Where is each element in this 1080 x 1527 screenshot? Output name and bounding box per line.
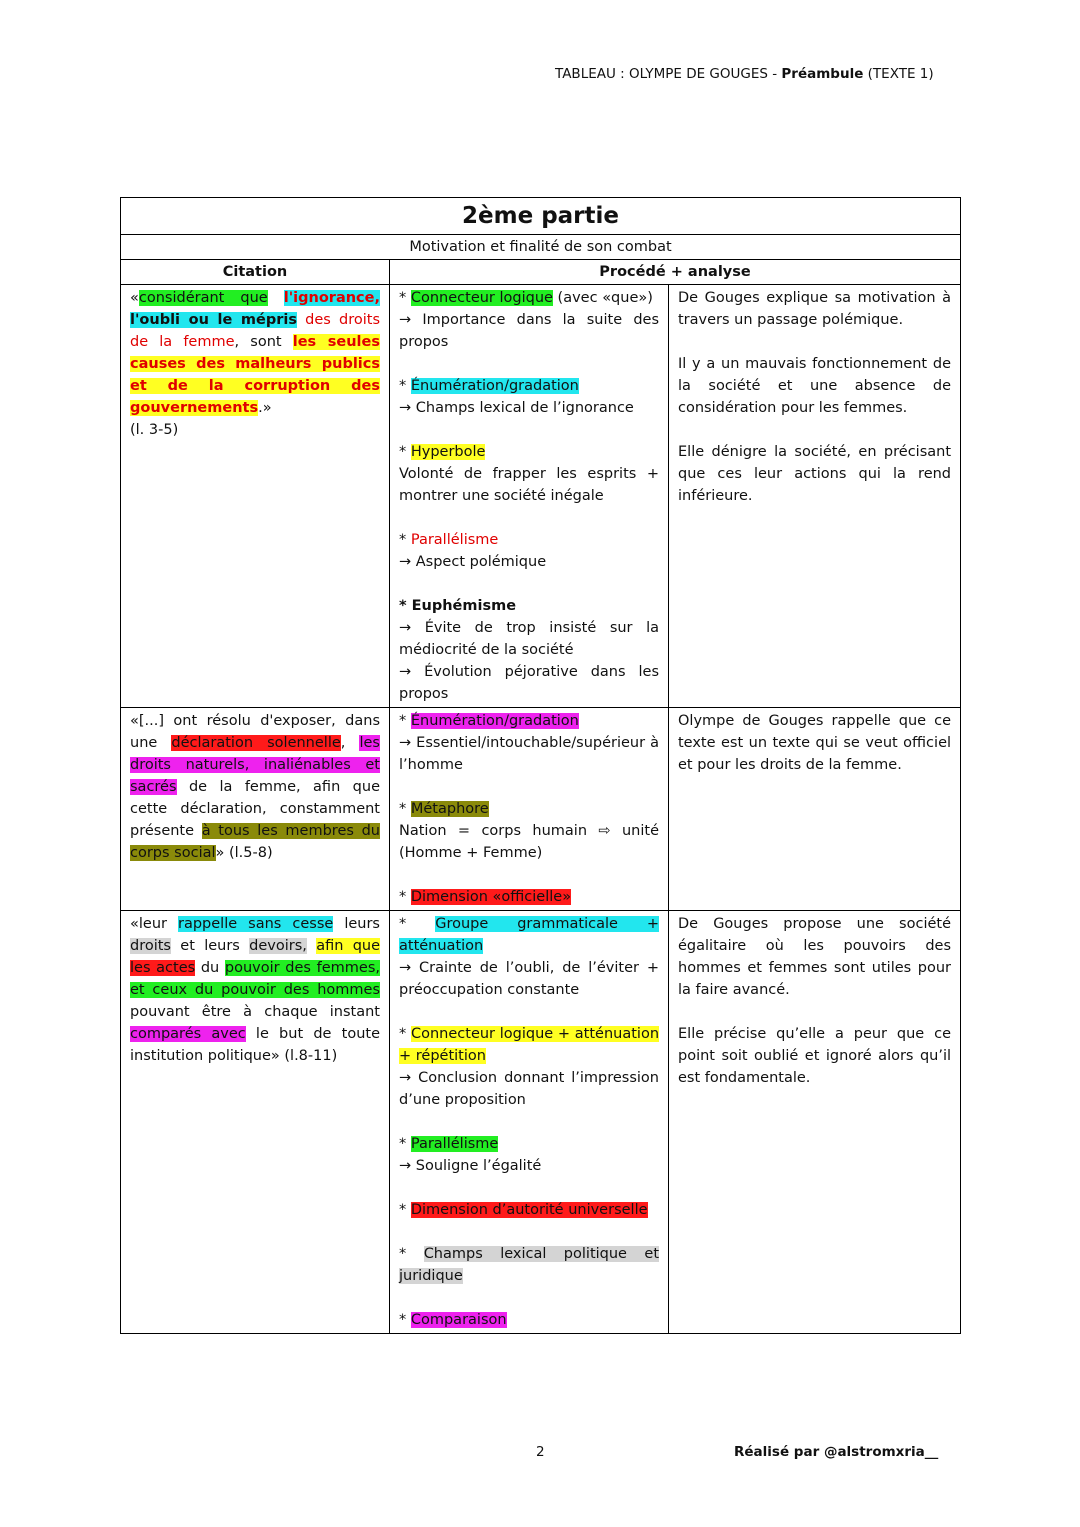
- procede-label: Connecteur logique + atténuation + répétition: [399, 1026, 660, 1064]
- procede-arrow: → Conclusion donnant l’impression d’une proposition: [399, 1070, 659, 1108]
- citation-text: de la femme, afin que cette déclaration, constamment présente: [130, 779, 380, 839]
- procede-text: (avec «que»): [552, 290, 653, 306]
- procede-label: Dimension «officielle»: [410, 889, 572, 905]
- citation-text: du: [195, 960, 225, 976]
- citation-text: , sont: [234, 334, 293, 350]
- citation-text: ,: [340, 735, 360, 751]
- analyse-cell: [669, 285, 961, 708]
- procede-label: Métaphore: [410, 801, 489, 817]
- bullet: *: [399, 889, 411, 905]
- header-citation: Citation: [121, 260, 390, 285]
- bullet: *: [399, 532, 411, 548]
- bullet: *: [399, 290, 411, 306]
- procede-arrow: → Essentiel/intouchable/supérieur à l’homme: [399, 735, 659, 773]
- header-title-plain: TABLEAU : OLYMPE DE GOUGES -: [555, 66, 782, 82]
- highlight-gray: droits: [130, 938, 171, 954]
- highlight-cyan: l'oubli ou le mépris: [130, 312, 297, 328]
- citation-text: .»: [258, 400, 272, 416]
- procede-arrow: → Aspect polémique: [399, 554, 547, 570]
- citation-text: [268, 290, 284, 306]
- bullet: *: [399, 916, 436, 932]
- highlight-magenta: comparés avec: [130, 1026, 246, 1042]
- procede-label: Champs lexical politique et juridique: [399, 1246, 660, 1284]
- procede-label: Énumération/gradation: [410, 713, 579, 729]
- red-text: des droits de la femme: [130, 312, 380, 350]
- procede-text: Volonté de frapper les esprits + montrer une société inégale: [399, 466, 659, 504]
- procede-label: Parallélisme: [410, 1136, 499, 1152]
- highlight-cyan: rappelle sans cesse: [178, 916, 334, 932]
- highlight-olive: à tous les membres du corps social: [130, 823, 380, 861]
- bullet: *: [399, 1026, 411, 1042]
- bullet: *: [399, 378, 411, 394]
- procede-label: Parallélisme: [410, 532, 499, 548]
- header-title-end: (TEXTE 1): [863, 66, 934, 82]
- citation-cell: [121, 285, 390, 708]
- citation-text: et leurs: [171, 938, 250, 954]
- analyse-cell: [669, 708, 961, 911]
- analyse-cell: [669, 911, 961, 1334]
- analyse-text: Olympe de Gouges rappelle que ce texte est un texte qui se veut officiel et pour les droits de la femme.: [678, 713, 952, 773]
- procede-arrow: → Évite de trop insisté sur la médiocrité de la société: [399, 620, 659, 658]
- procede-label: Énumération/gradation: [410, 378, 579, 394]
- analyse-text: De Gouges explique sa motivation à travers un passage polémique.: [678, 290, 952, 328]
- highlight-red: déclaration solennelle: [171, 735, 341, 751]
- highlight-green: considérant que: [138, 290, 268, 306]
- bullet: *: [399, 1246, 424, 1262]
- highlight-yellow: afin que: [316, 938, 381, 954]
- procede-arrow: → Crainte de l’oubli, de l’éviter + préoccupation constante: [399, 960, 659, 998]
- procede-cell: [390, 708, 669, 911]
- highlight-magenta: les droits naturels, inaliénables et sacrés: [130, 735, 380, 795]
- procede-arrow: → Importance dans la suite des propos: [399, 312, 659, 350]
- citation-text: [307, 938, 316, 954]
- citation-text: » (l.5-8): [215, 845, 273, 861]
- page-header: [555, 66, 934, 82]
- citation-ref: (l. 3-5): [130, 422, 179, 438]
- citation-text: «: [130, 290, 139, 306]
- analyse-text: Elle dénigre la société, en précisant que ces leur actions qui la rend inférieure.: [678, 444, 952, 504]
- page-number: 2: [536, 1444, 545, 1460]
- bullet: *: [399, 1312, 411, 1328]
- citation-cell: [121, 911, 390, 1334]
- citation-text: «leur: [130, 916, 178, 932]
- header-title-bold: Préambule: [781, 66, 864, 82]
- citation-text: le but de toute institution politique» (l.8-11): [130, 1026, 380, 1064]
- header-procede: Procédé + analyse: [390, 260, 961, 285]
- highlight-gray: devoirs,: [249, 938, 307, 954]
- bullet: *: [399, 444, 411, 460]
- citation-text: leurs: [333, 916, 380, 932]
- highlight-red: les actes: [130, 960, 196, 976]
- analysis-table: [120, 197, 961, 1334]
- procede-cell: [390, 285, 669, 708]
- citation-cell: [121, 708, 390, 911]
- bullet: *: [399, 1136, 411, 1152]
- procede-label: Dimension d’autorité universelle: [410, 1202, 648, 1218]
- procede-label: Hyperbole: [410, 444, 486, 460]
- analyse-text: De Gouges propose une société égalitaire où les pouvoirs des hommes et femmes sont utiles pour la faire avancé.: [678, 916, 952, 998]
- procede-arrow: → Souligne l’égalité: [399, 1158, 542, 1174]
- analyse-text: Il y a un mauvais fonctionnement de la société et une absence de considération pour les femmes.: [678, 356, 952, 416]
- table-row: [121, 708, 961, 911]
- bullet: *: [399, 801, 411, 817]
- table-subtitle: Motivation et finalité de son combat: [121, 235, 961, 260]
- procede-arrow: → Champs lexical de l’ignorance: [399, 400, 634, 416]
- table-row: [121, 911, 961, 1334]
- bullet: *: [399, 1202, 411, 1218]
- table-row: [121, 285, 961, 708]
- highlight-cyan: l'ignorance,: [283, 290, 380, 306]
- analyse-text: Elle précise qu’elle a peur que ce point soit oublié et ignoré alors qu’il est fondamentale.: [678, 1026, 952, 1086]
- procede-cell: [390, 911, 669, 1334]
- procede-text: Nation = corps humain ⇨ unité (Homme + Femme): [399, 823, 659, 861]
- procede-arrow: → Évolution péjorative dans les propos: [399, 664, 659, 702]
- procede-label: * Euphémisme: [399, 598, 517, 614]
- citation-text: pouvant être à chaque instant: [130, 1004, 380, 1020]
- author-credit: Réalisé par @alstromxria__: [734, 1444, 939, 1460]
- table-title: 2ème partie: [121, 198, 961, 235]
- procede-label: Connecteur logique: [410, 290, 553, 306]
- highlight-yellow: les seules causes des malheurs publics et de la corruption des gouvernements: [130, 334, 380, 416]
- highlight-green: pouvoir des femmes, et ceux du pouvoir des hommes: [130, 960, 380, 998]
- citation-text: «[...] ont résolu d'exposer, dans une: [130, 713, 380, 751]
- procede-label: Groupe grammaticale + atténuation: [399, 916, 660, 954]
- bullet: *: [399, 713, 411, 729]
- procede-label: Comparaison: [410, 1312, 507, 1328]
